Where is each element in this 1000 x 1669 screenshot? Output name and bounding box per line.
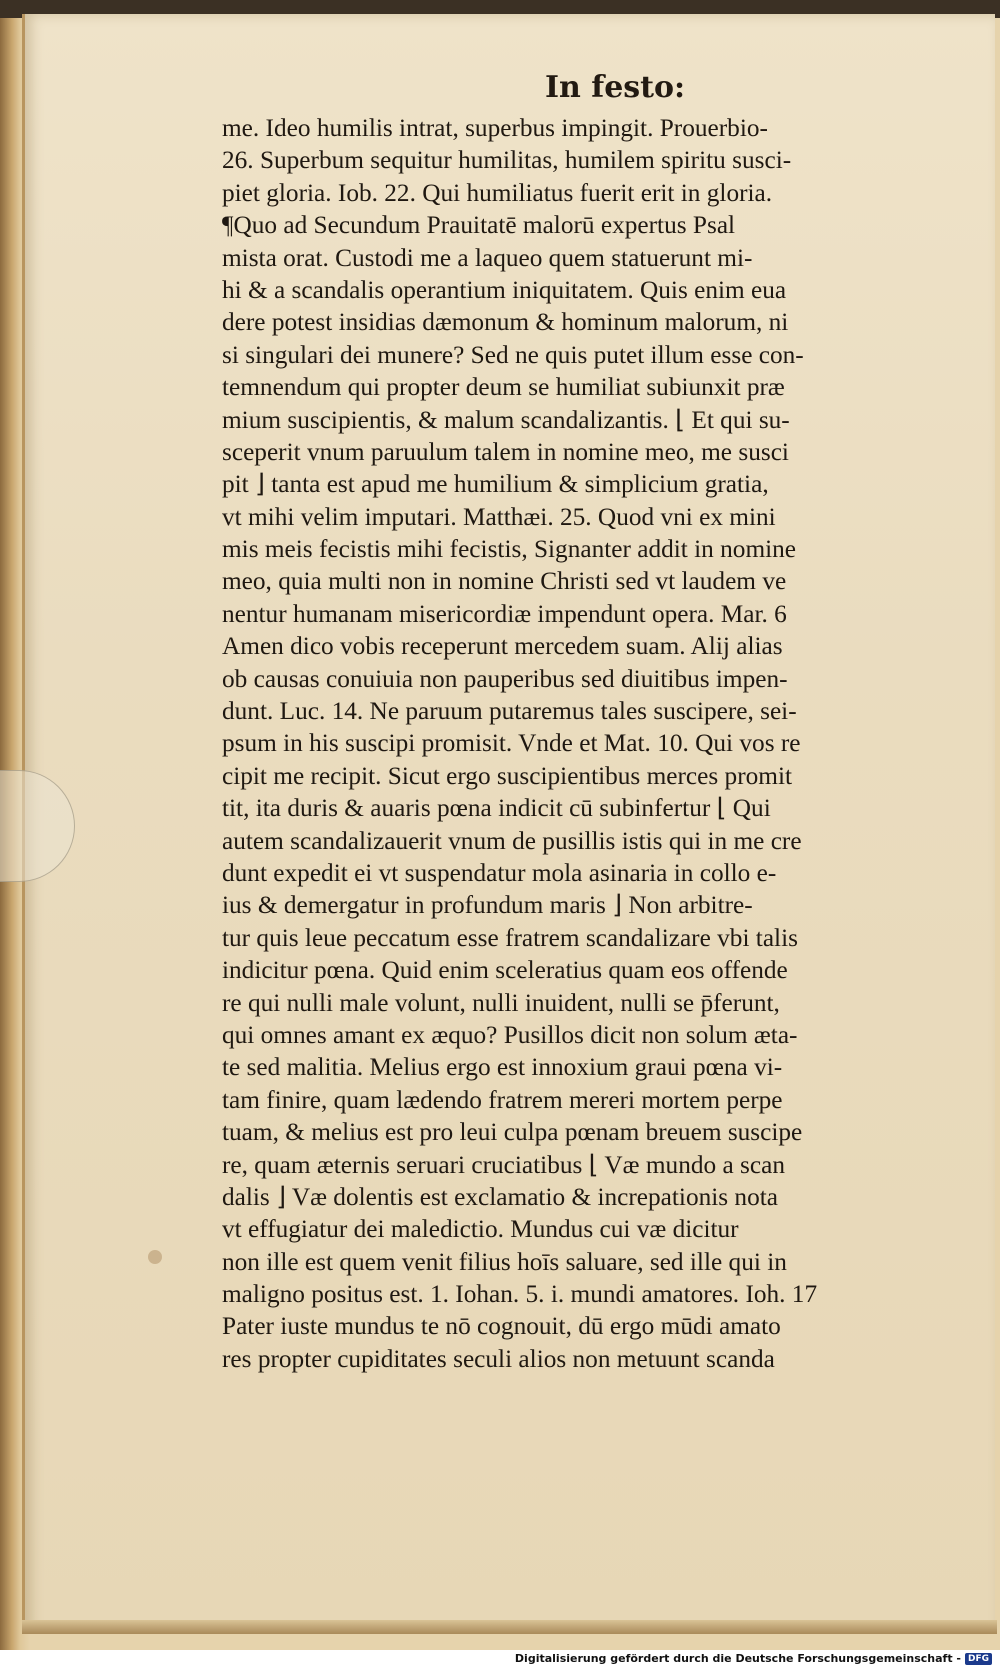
text-block bbox=[222, 112, 947, 1375]
text-line: maligno positus est. 1. Iohan. 5. i. mundi amatores. Ioh. 17 bbox=[222, 1280, 818, 1309]
text-line: mium suscipientis, & malum scandalizantis. ⌊ Et qui su- bbox=[222, 405, 790, 434]
text-line: tuam, & melius est pro leui culpa pœnam breuem suscipe bbox=[222, 1118, 803, 1147]
text-line: dalis ⌋ Væ dolentis est exclamatio & increpationis nota bbox=[222, 1182, 778, 1211]
text-line: hi & a scandalis operantium iniquitatem. Quis enim eua bbox=[222, 275, 787, 304]
text-line: cipit me recipit. Sicut ergo suscipientibus merces promit bbox=[222, 761, 792, 790]
text-line: me. Ideo humilis intrat, superbus impingit. Prouerbio- bbox=[222, 114, 768, 142]
dfg-logo: DFG bbox=[965, 1653, 992, 1665]
text-line: ¶Quo ad Secundum Prauitatē malorū expertus Psal bbox=[222, 211, 736, 240]
text-line: qui omnes amant ex æquo? Pusillos dicit non solum æta- bbox=[222, 1020, 798, 1049]
text-line: si singulari dei munere? Sed ne quis putet illum esse con- bbox=[222, 340, 804, 369]
text-line: Amen dico vobis receperunt mercedem suam. Alij alias bbox=[222, 632, 783, 661]
text-line: 26. Superbum sequitur humilitas, humilem spiritu susci- bbox=[222, 146, 792, 175]
credit-text: Digitalisierung gefördert durch die Deutsche Forschungsgemeinschaft - bbox=[514, 1652, 961, 1665]
text-line: meo, quia multi non in nomine Christi sed vt laudem ve bbox=[222, 567, 787, 596]
text-line: tam finire, quam lædendo fratrem mereri mortem perpe bbox=[222, 1085, 783, 1114]
text-line: non ille est quem venit filius hoīs saluare, sed ille qui in bbox=[222, 1247, 787, 1276]
digitization-credit bbox=[515, 1652, 992, 1665]
ink-stain bbox=[148, 1250, 162, 1264]
text-line: temnendum qui propter deum se humiliat subiunxit præ bbox=[222, 373, 785, 402]
text-line: sceperit vnum paruulum talem in nomine meo, me susci bbox=[222, 437, 789, 466]
text-line: re, quam æternis seruari cruciatibus ⌊ Væ mundo a scan bbox=[222, 1150, 785, 1179]
text-line: res propter cupiditates seculi alios non metuunt scanda bbox=[222, 1344, 775, 1373]
text-line: mis meis fecistis mihi fecistis, Signanter addit in nomine bbox=[222, 535, 797, 564]
text-line: psum in his suscipi promisit. Vnde et Mat. 10. Qui vos re bbox=[222, 729, 801, 758]
text-line: ob causas conuiuia non pauperibus sed diuitibus impen- bbox=[222, 664, 788, 693]
text-line: pit ⌋ tanta est apud me humilium & simplicium gratia, bbox=[222, 470, 769, 499]
text-line: ius & demergatur in profundum maris ⌋ Non arbitre- bbox=[222, 891, 753, 920]
text-line: Pater iuste mundus te nō cognouit, dū ergo mūdi amato bbox=[222, 1312, 781, 1341]
running-head: In festo: bbox=[545, 70, 686, 105]
text-line: te sed malitia. Melius ergo est innoxium graui pœna vi- bbox=[222, 1053, 783, 1082]
text-line: mista orat. Custodi me a laqueo quem statuerunt mi- bbox=[222, 243, 753, 272]
text-line: autem scandalizauerit vnum de pusillis istis qui in me cre bbox=[222, 826, 802, 855]
text-line: piet gloria. Iob. 22. Qui humiliatus fuerit erit in gloria. bbox=[222, 178, 773, 207]
text-line: re qui nulli male volunt, nulli inuident, nulli se p̄ferunt, bbox=[222, 988, 780, 1017]
text-line: indicitur pœna. Quid enim sceleratius quam eos offende bbox=[222, 956, 788, 985]
text-line: dunt expedit ei vt suspendatur mola asinaria in collo e- bbox=[222, 858, 777, 887]
text-line: tur quis leue peccatum esse fratrem scandalizare vbi talis bbox=[222, 923, 798, 952]
text-line: tit, ita duris & auaris pœna indicit cū subinfertur ⌊ Qui bbox=[222, 794, 771, 823]
page-bottom-edge bbox=[22, 1620, 997, 1634]
text-line: dere potest insidias dæmonum & hominum malorum, ni bbox=[222, 308, 789, 337]
text-line: nentur humanam misericordiæ impendunt opera. Mar. 6 bbox=[222, 599, 787, 628]
text-line: vt effugiatur dei maledictio. Mundus cui væ dicitur bbox=[222, 1215, 739, 1244]
text-line: dunt. Luc. 14. Ne paruum putaremus tales suscipere, sei- bbox=[222, 697, 797, 726]
text-line: vt mihi velim imputari. Matthæi. 25. Quod vni ex mini bbox=[222, 502, 776, 531]
